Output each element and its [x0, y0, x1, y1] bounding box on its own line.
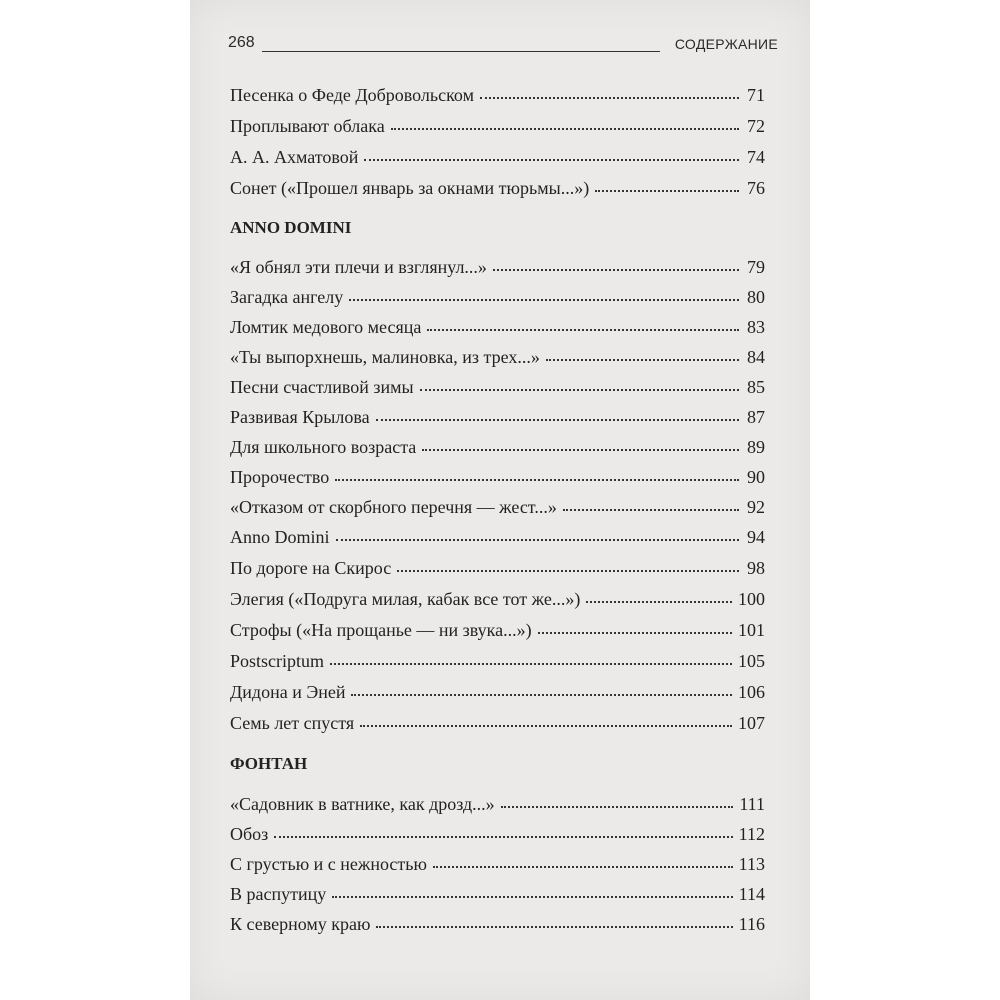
toc-entry-page: 100: [738, 589, 765, 609]
toc-entry-title: «Садовник в ватнике, как дрозд...»: [230, 794, 495, 814]
toc-entry-title: Элегия («Подруга милая, кабак все тот же...»): [230, 589, 581, 609]
dot-leader: [332, 896, 732, 898]
toc-entry-page: 90: [747, 467, 765, 487]
toc-entry: [230, 374, 765, 400]
toc-entry-title: В распутицу: [230, 884, 327, 904]
toc-entry-title: Postscriptum: [230, 651, 325, 671]
toc-entry-title: Обоз: [230, 824, 269, 844]
section-heading-anno-domini: ANNO DOMINI: [230, 218, 352, 237]
toc-entry-page: 71: [747, 85, 765, 105]
dot-leader: [376, 419, 739, 421]
toc-entry: [230, 404, 765, 430]
dot-leader: [422, 449, 739, 451]
dot-leader: [351, 694, 732, 696]
toc-entry-page: 92: [747, 497, 765, 517]
toc-entry-title: А. А. Ахматовой: [230, 147, 359, 167]
toc-entry: [230, 494, 765, 520]
toc-entry: [230, 648, 765, 674]
toc-entry: [230, 254, 765, 280]
dot-leader: [595, 190, 739, 192]
dot-leader: [336, 539, 739, 541]
toc-entry-page: 106: [738, 682, 765, 702]
header-rule: [262, 51, 660, 52]
toc-entry-title: Песни счастливой зимы: [230, 377, 414, 397]
dot-leader: [538, 632, 732, 634]
toc-entry: [230, 434, 765, 460]
dot-leader: [364, 159, 739, 161]
toc-entry-page: 113: [738, 854, 765, 874]
toc-entry: [230, 144, 765, 170]
dot-leader: [563, 509, 739, 511]
toc-entry: [230, 555, 765, 581]
toc-entry: [230, 82, 765, 108]
dot-leader: [480, 97, 739, 99]
toc-entry-page: 116: [738, 914, 765, 934]
dot-leader: [546, 359, 739, 361]
page-number: 268: [228, 34, 255, 51]
toc-entry-title: Пророчество: [230, 467, 330, 487]
toc-entry: [230, 113, 765, 139]
toc-entry: [230, 344, 765, 370]
toc-entry: [230, 851, 765, 877]
dot-leader: [493, 269, 739, 271]
toc-entry-title: «Отказом от скорбного перечня — жест...»: [230, 497, 557, 517]
toc-entry-page: 98: [747, 558, 765, 578]
toc-entry-title: «Ты выпорхнешь, малиновка, из трех...»: [230, 347, 540, 367]
toc-entry-page: 84: [747, 347, 765, 367]
dot-leader: [335, 479, 739, 481]
dot-leader: [330, 663, 732, 665]
toc-entry-page: 76: [747, 178, 765, 198]
toc-entry-title: К северному краю: [230, 914, 371, 934]
dot-leader: [391, 128, 739, 130]
toc-entry-title: Проплывают облака: [230, 116, 385, 136]
toc-entry: [230, 911, 765, 937]
dot-leader: [349, 299, 739, 301]
dot-leader: [427, 329, 739, 331]
toc-entry-title: Семь лет спустя: [230, 713, 355, 733]
toc-entry-title: Для школьного возраста: [230, 437, 417, 457]
section-heading-fontan: ФОНТАН: [230, 754, 308, 773]
toc-entry-page: 83: [747, 317, 765, 337]
toc-entry-page: 107: [738, 713, 765, 733]
dot-leader: [586, 601, 732, 603]
dot-leader: [397, 570, 739, 572]
toc-entry-title: Развивая Крылова: [230, 407, 370, 427]
toc-entry-page: 112: [738, 824, 765, 844]
toc-entry-title: Загадка ангелу: [230, 287, 344, 307]
dot-leader: [274, 836, 732, 838]
dot-leader: [501, 806, 734, 808]
dot-leader: [420, 389, 739, 391]
toc-entry-title: С грустью и с нежностью: [230, 854, 427, 874]
toc-entry-title: Песенка о Феде Добровольском: [230, 85, 474, 105]
toc-entry: [230, 710, 765, 736]
toc-entry: [230, 791, 765, 817]
toc-entry-page: 80: [747, 287, 765, 307]
toc-entry: [230, 464, 765, 490]
toc-entry-page: 111: [739, 794, 765, 814]
toc-entry: [230, 679, 765, 705]
toc-entry-page: 85: [747, 377, 765, 397]
toc-entry: [230, 524, 765, 550]
toc-entry: [230, 175, 765, 201]
toc-entry-title: Строфы («На прощанье — ни звука...»): [230, 620, 532, 640]
toc-entry: [230, 586, 765, 612]
toc-entry: [230, 617, 765, 643]
toc-entry-page: 101: [738, 620, 765, 640]
running-title: СОДЕРЖАНИЕ: [674, 36, 778, 52]
toc-entry-title: Ломтик медового месяца: [230, 317, 422, 337]
toc-entry-page: 87: [747, 407, 765, 427]
toc-entry: [230, 881, 765, 907]
toc-entry: [230, 284, 765, 310]
toc-entry-page: 89: [747, 437, 765, 457]
toc-entry: [230, 314, 765, 340]
toc-entry-title: По дороге на Скирос: [230, 558, 392, 578]
toc-entry-title: Anno Domini: [230, 527, 330, 547]
page-header: [228, 34, 778, 58]
toc-entry-page: 74: [747, 147, 765, 167]
toc-entry-page: 79: [747, 257, 765, 277]
dot-leader: [360, 725, 732, 727]
toc-entry-title: «Я обнял эти плечи и взглянул...»: [230, 257, 487, 277]
toc-entry-page: 114: [738, 884, 765, 904]
toc-entry-title: Сонет («Прошел январь за окнами тюрьмы...»): [230, 178, 590, 198]
toc-entry-page: 94: [747, 527, 765, 547]
dot-leader: [433, 866, 733, 868]
toc-entry-page: 105: [738, 651, 765, 671]
toc-entry-page: 72: [747, 116, 765, 136]
toc-entry: [230, 821, 765, 847]
dot-leader: [376, 926, 732, 928]
toc-entry-title: Дидона и Эней: [230, 682, 346, 702]
